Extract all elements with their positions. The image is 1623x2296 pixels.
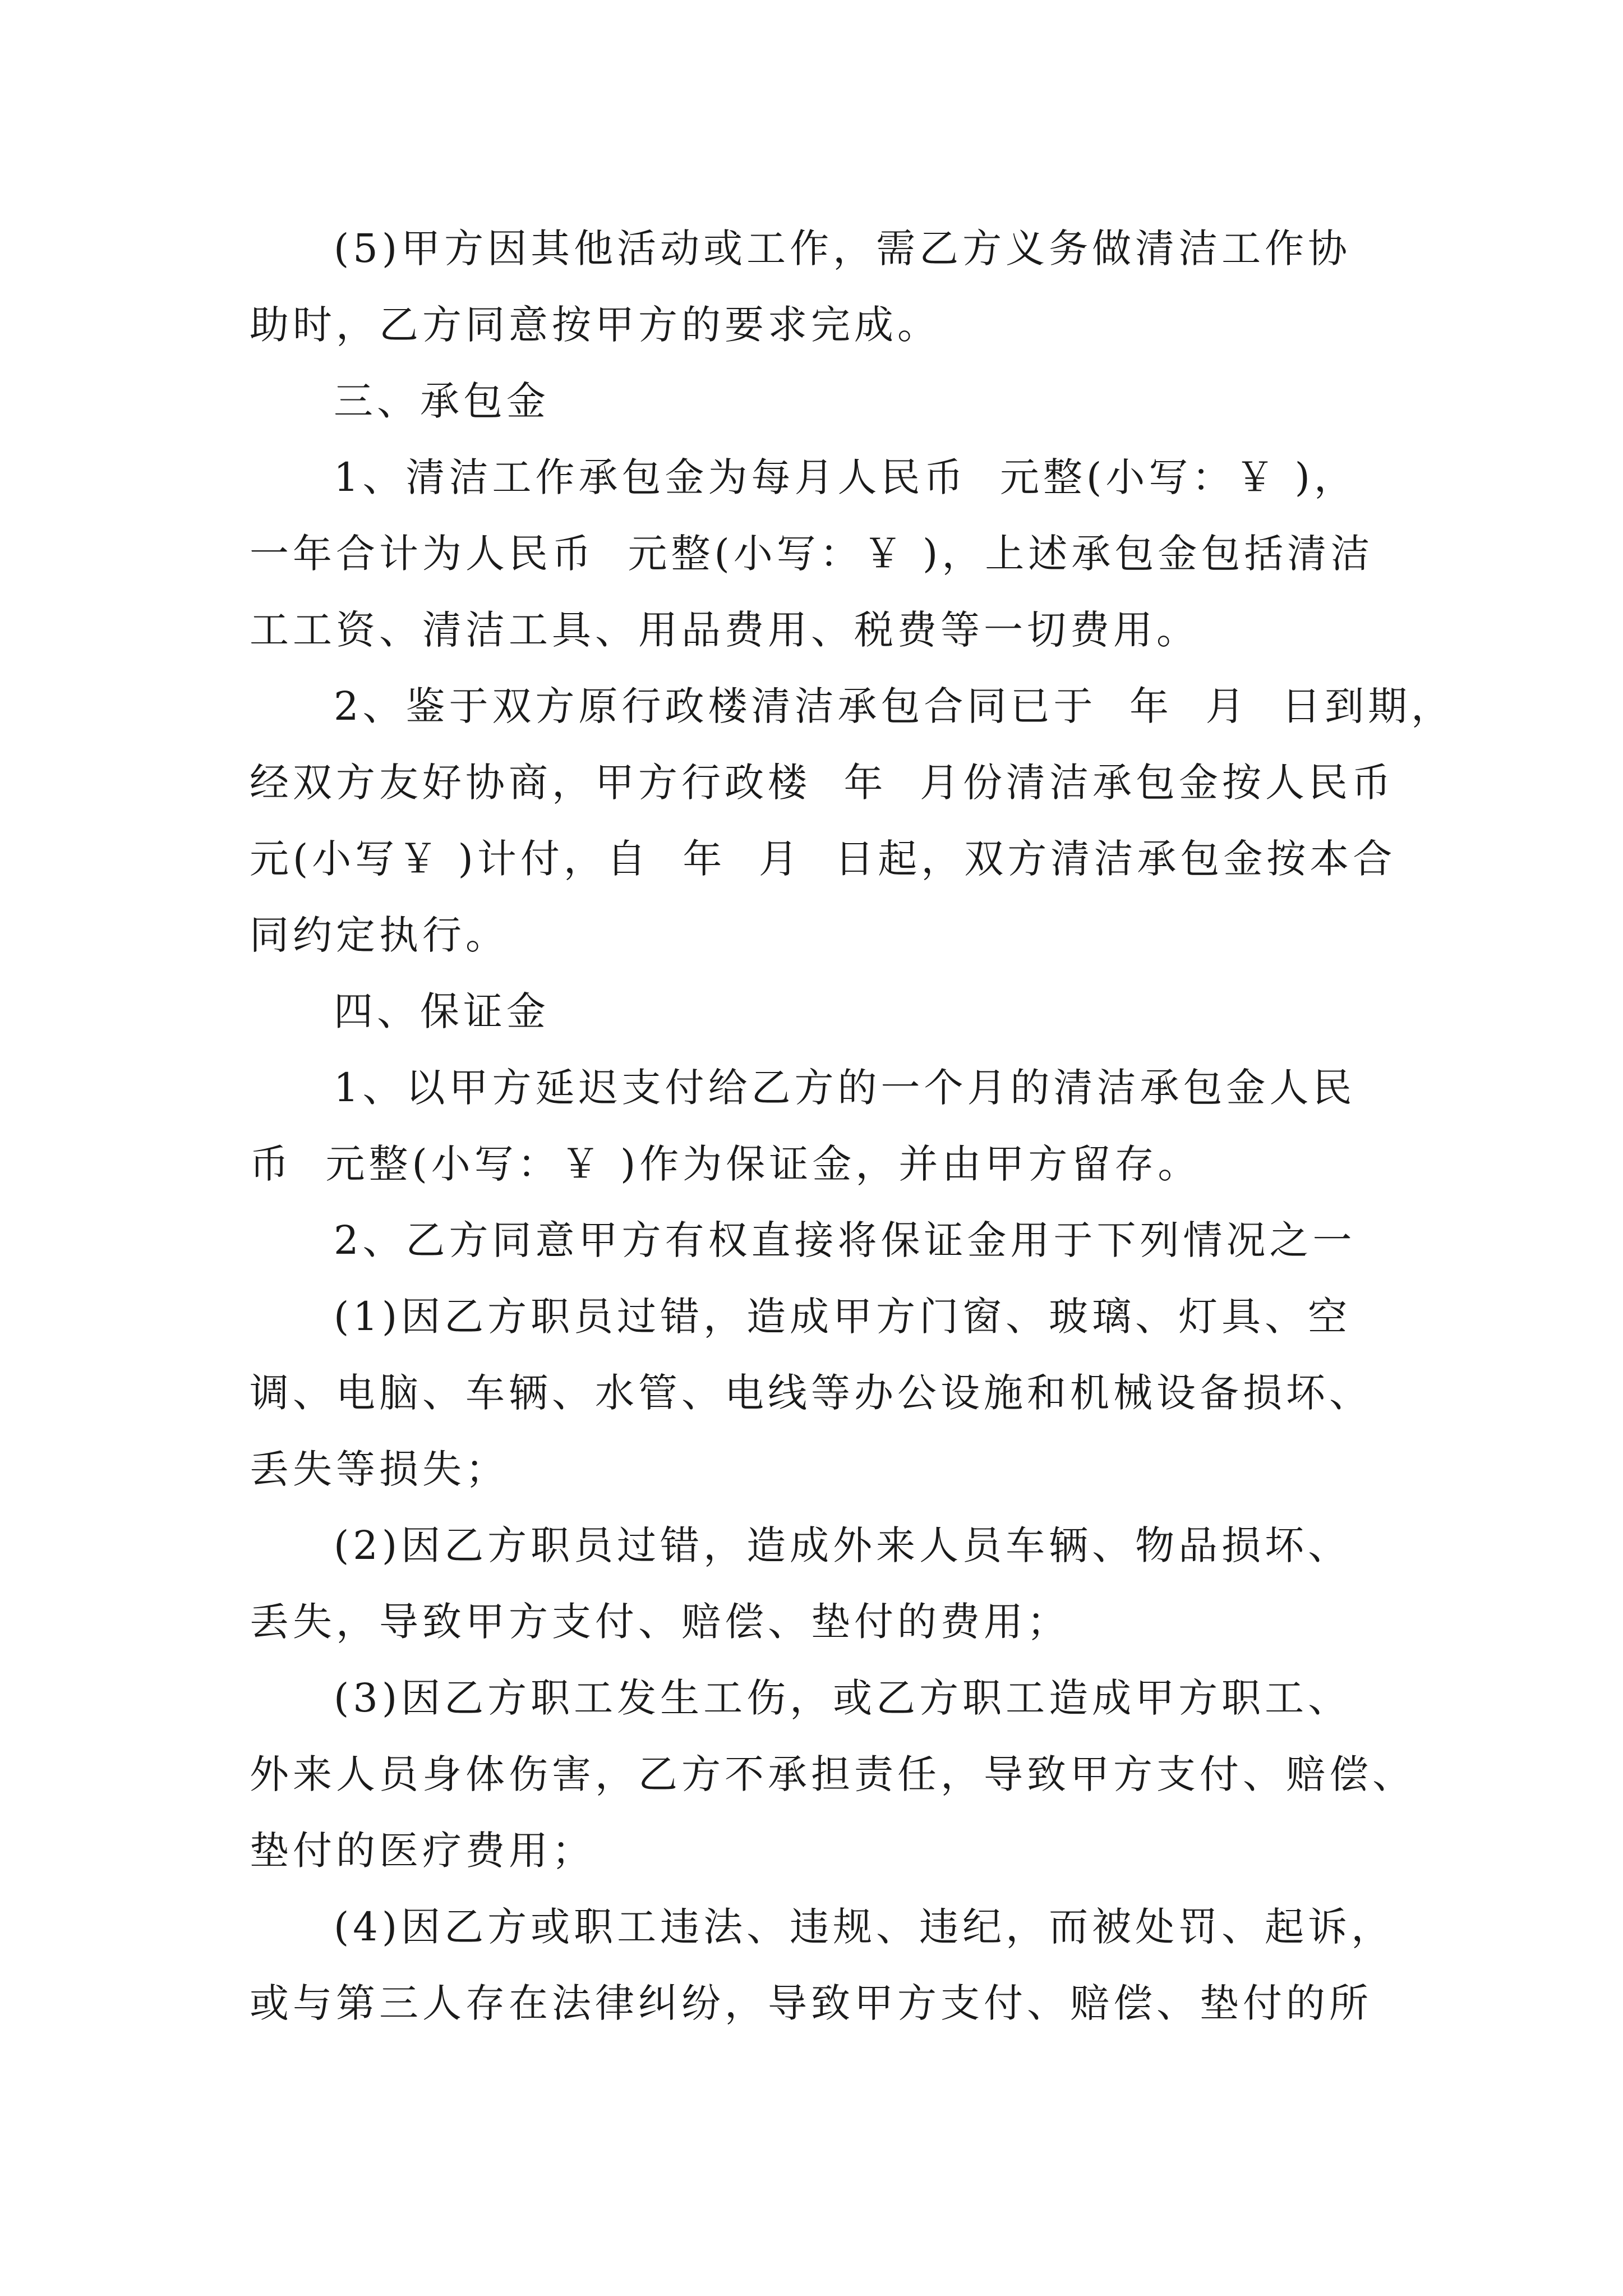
text-line: 垫付的医疗费用；	[250, 1828, 595, 1874]
text-line: 丢失等损失；	[250, 1446, 509, 1492]
section-heading: 四、保证金	[334, 988, 550, 1034]
text-line: 丢失，导致甲方支付、赔偿、垫付的费用；	[250, 1599, 1070, 1645]
text-line: 工工资、清洁工具、用品费用、税费等一切费用。	[250, 607, 1200, 653]
text-line: 2、乙方同意甲方有权直接将保证金用于下列情况之一	[334, 1217, 1356, 1263]
text-line: (1)因乙方职员过错，造成甲方门窗、玻璃、灯具、空	[334, 1294, 1352, 1340]
text-line: 调、电脑、车辆、水管、电线等办公设施和机械设备损坏、	[250, 1370, 1372, 1416]
text-line: (2)因乙方职员过错，造成外来人员车辆、物品损坏、	[334, 1522, 1352, 1568]
text-line: 经双方友好协商，甲方行政楼 年 月份清洁承包金按人民币	[250, 760, 1395, 806]
text-line: (3)因乙方职工发生工伤，或乙方职工造成甲方职工、	[334, 1675, 1352, 1721]
text-line: (4)因乙方或职工违法、违规、违纪，而被处罚、起诉，	[334, 1904, 1395, 1950]
text-line: 助时，乙方同意按甲方的要求完成。	[250, 302, 940, 348]
text-line: (5)甲方因其他活动或工作，需乙方义务做清洁工作协	[334, 226, 1352, 272]
text-line: 或与第三人存在法律纠纷，导致甲方支付、赔偿、垫付的所	[250, 1980, 1372, 2026]
text-line: 同约定执行。	[250, 912, 509, 958]
text-line: 1、以甲方延迟支付给乙方的一个月的清洁承包金人民	[334, 1065, 1356, 1111]
section-heading: 三、承包金	[334, 378, 550, 424]
document-page	[250, 210, 1455, 2041]
text-line: 1、清洁工作承包金为每月人民币 元整(小写：￥ )，	[334, 454, 1357, 500]
text-line: 一年合计为人民币 元整(小写：￥ )，上述承包金包括清洁	[250, 531, 1374, 577]
text-line: 币 元整(小写：￥ )作为保证金，并由甲方留存。	[250, 1141, 1201, 1187]
text-line: 外来人员身体伤害，乙方不承担责任，导致甲方支付、赔偿、	[250, 1751, 1415, 1797]
text-line: 2、鉴于双方原行政楼清洁承包合同已于 年 月 日到期，	[334, 683, 1455, 729]
text-line: 元(小写￥ )计付，自 年 月 日起，双方清洁承包金按本合	[250, 836, 1396, 882]
